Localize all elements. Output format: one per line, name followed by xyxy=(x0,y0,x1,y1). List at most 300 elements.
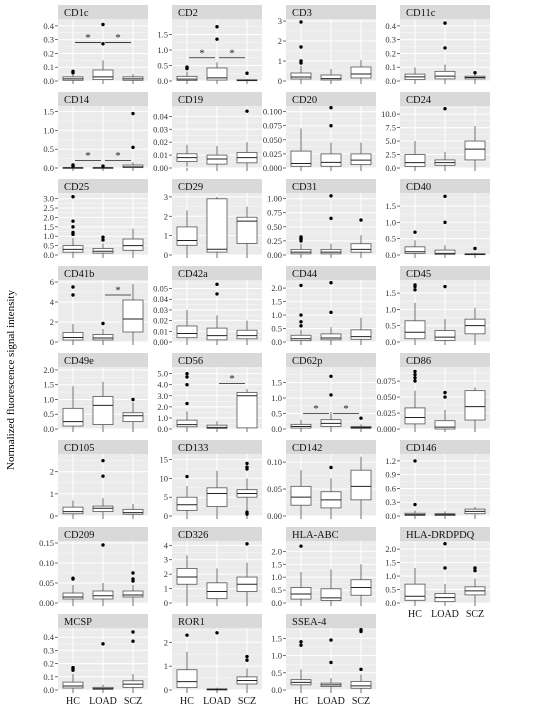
panel-ssea-4-tick-label: 1.5 xyxy=(271,633,282,644)
box-iqr xyxy=(405,408,425,424)
box-iqr xyxy=(207,583,227,599)
box-iqr xyxy=(123,509,143,514)
box-iqr xyxy=(291,588,311,600)
box-iqr xyxy=(351,244,371,252)
panel-cd49e-title: CD49e xyxy=(64,356,94,367)
panel-cd45-tick-label: 1.0 xyxy=(385,304,396,315)
panel-cd105-title: CD105 xyxy=(64,443,95,454)
panel-cd41b-tick-label: 4 xyxy=(49,297,54,307)
outlier-point xyxy=(71,163,74,166)
box-iqr xyxy=(237,330,257,339)
outlier-point xyxy=(413,288,416,291)
outlier-point xyxy=(101,642,104,645)
outlier-point xyxy=(71,666,74,669)
outlier-point xyxy=(413,379,416,382)
outlier-point xyxy=(329,217,332,220)
panel-cd24-tick-label: 0.0 xyxy=(385,163,396,173)
outlier-point xyxy=(299,59,302,62)
panel-hla-abc-tick-label: 0.0 xyxy=(271,598,282,608)
outlier-point xyxy=(215,283,218,286)
panel-cd146-tick-label: 0.0 xyxy=(385,511,396,521)
panel-cd20-tick-label: 0.050 xyxy=(262,134,282,145)
panel-cd42a xyxy=(153,266,262,347)
panel-ror1-title: ROR1 xyxy=(178,617,205,628)
panel-hla-abc-tick-label: 1.0 xyxy=(271,572,282,583)
panel-cd56-title: CD56 xyxy=(178,356,204,367)
panel-mcsp-tick-label: 0.0 xyxy=(43,685,54,695)
panel-cd133-tick-label: 10 xyxy=(159,473,168,484)
panel-cd326-tick-label: 2 xyxy=(163,569,168,580)
outlier-point xyxy=(443,21,446,24)
panel-cd209-tick-label: 0.15 xyxy=(39,538,54,548)
panel-cd105 xyxy=(50,440,148,521)
panel-cd14-title: CD14 xyxy=(64,95,90,106)
panel-cd25-tick-label: 0.5 xyxy=(43,240,54,251)
panel-cd40-tick-label: 0.0 xyxy=(385,250,396,260)
y-axis-label: Normalized fluorescence signal intensity xyxy=(5,290,17,470)
panel-cd2-tick-label: 1.0 xyxy=(157,45,168,55)
panel-cd2-tick-label: 0.0 xyxy=(157,76,168,86)
outlier-point xyxy=(131,146,134,149)
outlier-point xyxy=(215,292,218,295)
x-label-scz: SCZ xyxy=(237,696,257,707)
panel-hla-drdpdq-tick-label: 1.5 xyxy=(385,557,396,568)
panel-cd31-tick-label: 0.25 xyxy=(267,235,282,246)
panel-cd56 xyxy=(157,353,262,434)
panel-cd142-tick-label: 0.00 xyxy=(267,511,282,521)
panel-cd56-tick-label: 3.0 xyxy=(157,390,168,401)
outlier-point xyxy=(413,373,416,376)
box-iqr xyxy=(93,397,113,425)
panel-cd209-tick-label: 0.00 xyxy=(39,598,54,608)
outlier-point xyxy=(101,164,104,167)
panel-ssea-4-tick-label: 1.0 xyxy=(271,650,282,661)
box-iqr xyxy=(405,247,425,254)
panel-cd49e xyxy=(43,353,148,434)
panel-cd1c-sig-label: * xyxy=(115,31,121,44)
panel-cd49e-tick-label: 2.0 xyxy=(43,364,54,375)
panel-cd14-sig-label: * xyxy=(115,149,121,162)
outlier-point xyxy=(71,195,74,198)
panel-cd62p-title: CD62p xyxy=(292,356,323,367)
panel-cd105-tick-label: 2 xyxy=(49,466,54,477)
panel-cd62p-tick-label: 1.5 xyxy=(271,377,282,388)
panel-cd31-title: CD31 xyxy=(292,182,318,193)
box-iqr xyxy=(63,593,83,599)
box-iqr xyxy=(63,507,83,514)
box-iqr xyxy=(63,333,83,341)
panel-cd142 xyxy=(267,440,376,521)
panel-cd14-tick-label: 0.5 xyxy=(43,144,54,155)
panel-cd25 xyxy=(43,179,148,260)
panel-cd62p-tick-label: 0.5 xyxy=(271,408,282,419)
panel-cd24-title: CD24 xyxy=(406,95,432,106)
panel-cd56-tick-label: 0.0 xyxy=(157,424,168,434)
outlier-point xyxy=(329,466,332,469)
box-iqr xyxy=(351,67,371,78)
panel-cd86-tick-label: 0.000 xyxy=(376,424,396,434)
box-iqr xyxy=(291,249,311,254)
panel-cd3-title: CD3 xyxy=(292,8,312,19)
panel-cd29-title: CD29 xyxy=(178,182,204,193)
panel-cd41b xyxy=(50,266,148,347)
x-label-load: LOAD xyxy=(89,696,117,707)
panel-cd49e-tick-label: 1.0 xyxy=(43,394,54,405)
outlier-point xyxy=(131,577,134,580)
panel-cd44-tick-label: 0.0 xyxy=(271,337,282,347)
panel-cd14-tick-label: 1.5 xyxy=(43,106,54,117)
panel-cd42a-tick-label: 0.03 xyxy=(153,304,168,315)
box-iqr xyxy=(177,670,197,688)
panel-cd326 xyxy=(164,527,262,608)
panel-cd41b-tick-label: 0 xyxy=(49,337,54,347)
panel-cd133-tick-label: 15 xyxy=(159,454,168,465)
box-iqr xyxy=(177,76,197,80)
panel-cd326-tick-label: 1 xyxy=(163,583,168,594)
box-iqr xyxy=(207,328,227,340)
outlier-point xyxy=(101,459,104,462)
panel-cd1c-tick-label: 0.4 xyxy=(43,20,54,31)
panel-cd86-title: CD86 xyxy=(406,356,432,367)
panel-cd29-box-load xyxy=(207,197,227,255)
panel-cd62p xyxy=(271,353,376,434)
box-iqr xyxy=(63,408,83,426)
panel-cd2-tick-label: 0.5 xyxy=(157,60,168,71)
panel-cd19-title: CD19 xyxy=(178,95,204,106)
panel-cd86-tick-label: 0.025 xyxy=(376,408,396,419)
outlier-point xyxy=(71,285,74,288)
outlier-point xyxy=(473,247,476,250)
x-label-hc: HC xyxy=(408,609,422,620)
panel-cd1c-tick-label: 0.2 xyxy=(43,48,54,59)
panel-cd24-tick-label: 5.0 xyxy=(385,136,396,147)
x-label-load: LOAD xyxy=(203,696,231,707)
x-label-load: LOAD xyxy=(431,609,459,620)
panel-cd1c-tick-label: 0.1 xyxy=(43,62,54,73)
panel-cd40-title: CD40 xyxy=(406,182,432,193)
outlier-point xyxy=(185,65,188,68)
box-iqr xyxy=(93,335,113,341)
outlier-point xyxy=(443,107,446,110)
panel-cd2-tick-label: 1.5 xyxy=(157,29,168,40)
panel-cd133-tick-label: 0 xyxy=(163,511,168,521)
panel-mcsp-title: MCSP xyxy=(64,617,93,628)
panel-cd146-tick-label: 0.9 xyxy=(385,469,396,480)
outlier-point xyxy=(329,661,332,664)
panel-cd31-tick-label: 0.00 xyxy=(267,250,282,260)
x-label-scz: SCZ xyxy=(123,696,143,707)
box-iqr xyxy=(291,73,311,79)
outlier-point xyxy=(101,474,104,477)
panel-hla-drdpdq-title: HLA-DRDPDQ xyxy=(406,530,475,541)
panel-cd19-tick-label: 0.01 xyxy=(153,150,168,161)
panel-cd29-tick-label: 1 xyxy=(163,230,168,241)
panel-cd44-tick-label: 2.0 xyxy=(271,283,282,294)
box-iqr xyxy=(177,497,197,510)
outlier-point xyxy=(329,393,332,396)
panel-cd11c-tick-label: 0.3 xyxy=(385,34,396,45)
panel-cd3-tick-label: 1 xyxy=(277,56,282,66)
outlier-point xyxy=(413,376,416,379)
panel-cd20-tick-label: 0.075 xyxy=(262,120,282,131)
x-label-hc: HC xyxy=(294,696,308,707)
outlier-point xyxy=(443,566,446,569)
panel-cd25-tick-label: 1.0 xyxy=(43,231,54,242)
panel-cd45 xyxy=(385,266,490,347)
panel-cd14-tick-label: 1.0 xyxy=(43,125,54,136)
panel-cd11c-tick-label: 0.0 xyxy=(385,76,396,86)
panel-cd45-tick-label: 0.0 xyxy=(385,337,396,347)
panel-cd11c-title: CD11c xyxy=(406,8,436,19)
box-iqr xyxy=(351,330,371,339)
outlier-point xyxy=(185,475,188,478)
outlier-point xyxy=(245,655,248,658)
outlier-point xyxy=(413,230,416,233)
box-iqr xyxy=(63,682,83,688)
box-iqr xyxy=(291,486,311,505)
panel-cd20-tick-label: 0.100 xyxy=(262,106,282,117)
panel-ror1-tick-label: 2 xyxy=(163,637,168,648)
outlier-point xyxy=(299,45,302,48)
panel-cd56-sig-label: * xyxy=(229,373,235,386)
outlier-point xyxy=(443,195,446,198)
box-iqr xyxy=(465,319,485,334)
box-iqr xyxy=(207,199,227,252)
panel-cd142-tick-label: 0.10 xyxy=(267,457,282,468)
outlier-point xyxy=(245,462,248,465)
outlier-point xyxy=(413,370,416,373)
panel-ror1-tick-label: 1 xyxy=(163,661,168,672)
panel-cd29-tick-label: 3 xyxy=(163,191,168,202)
outlier-point xyxy=(473,71,476,74)
outlier-point xyxy=(413,503,416,506)
panel-cd133-tick-label: 5 xyxy=(163,492,168,503)
panel-cd1c-sig-label: * xyxy=(85,31,91,44)
panel-cd11c xyxy=(385,5,490,86)
box-iqr xyxy=(321,334,341,340)
panel-cd2-sig-label: * xyxy=(229,47,235,60)
panels-grid xyxy=(39,5,490,695)
outlier-point xyxy=(443,391,446,394)
box-iqr xyxy=(405,155,425,167)
panel-hla-drdpdq-tick-label: 2.0 xyxy=(385,544,396,555)
panel-cd40-tick-label: 1.0 xyxy=(385,217,396,228)
panel-cd44-tick-label: 1.5 xyxy=(271,296,282,307)
panel-cd14 xyxy=(43,92,148,173)
outlier-point xyxy=(413,459,416,462)
outlier-point xyxy=(245,465,248,468)
outlier-point xyxy=(71,231,74,234)
box-iqr xyxy=(177,227,197,245)
outlier-point xyxy=(131,112,134,115)
outlier-point xyxy=(185,372,188,375)
outlier-point xyxy=(299,544,302,547)
box-iqr xyxy=(93,506,113,512)
outlier-point xyxy=(245,511,248,514)
outlier-point xyxy=(329,638,332,641)
box-iqr xyxy=(351,681,371,688)
outlier-point xyxy=(443,221,446,224)
panel-hla-drdpdq-tick-label: 1.0 xyxy=(385,571,396,582)
outlier-point xyxy=(299,20,302,23)
x-label-hc: HC xyxy=(180,696,194,707)
outlier-point xyxy=(359,628,362,631)
panel-cd326-tick-label: 3 xyxy=(163,554,168,565)
panel-cd25-tick-label: 3.0 xyxy=(43,193,54,204)
outlier-point xyxy=(245,542,248,545)
outlier-point xyxy=(245,658,248,661)
panel-cd29 xyxy=(164,179,262,260)
box-iqr xyxy=(123,591,143,597)
panel-cd1c-title: CD1c xyxy=(64,8,89,19)
box-iqr xyxy=(465,391,485,420)
panel-cd40-tick-label: 0.5 xyxy=(385,233,396,244)
panel-cd24-tick-label: 10.0 xyxy=(381,109,396,120)
panel-cd1c-tick-label: 0.3 xyxy=(43,34,54,45)
panel-cd45-tick-label: 0.5 xyxy=(385,320,396,331)
box-iqr xyxy=(177,420,197,427)
box-iqr xyxy=(123,413,143,422)
outlier-point xyxy=(185,383,188,386)
panel-cd86-tick-label: 0.050 xyxy=(376,392,396,403)
panel-hla-drdpdq-tick-label: 0.5 xyxy=(385,584,396,595)
panel-cd19-tick-label: 0.00 xyxy=(153,163,168,173)
panel-cd45-title: CD45 xyxy=(406,269,432,280)
panel-cd14-sig-label: * xyxy=(85,149,91,162)
panel-cd2-sig-label: * xyxy=(199,47,205,60)
box-iqr xyxy=(93,70,113,80)
panel-cd105-tick-label: 0 xyxy=(49,511,54,521)
panel-cd24 xyxy=(381,92,490,173)
panel-cd56-tick-label: 4.0 xyxy=(157,379,168,390)
panel-cd62p-tick-label: 1.0 xyxy=(271,393,282,403)
outlier-point xyxy=(359,668,362,671)
panel-cd3-tick-label: 0 xyxy=(277,76,282,86)
outlier-point xyxy=(71,219,74,222)
panel-mcsp-tick-label: 0.3 xyxy=(43,645,54,656)
outlier-point xyxy=(299,284,302,287)
panel-cd1c xyxy=(43,5,148,86)
outlier-point xyxy=(299,644,302,647)
panel-cd44-tick-label: 1.0 xyxy=(271,310,282,321)
panel-cd56-box-scz xyxy=(237,389,257,429)
panel-cd86-tick-label: 0.075 xyxy=(376,376,396,387)
panel-mcsp xyxy=(43,614,148,695)
outlier-point xyxy=(443,395,446,398)
outlier-point xyxy=(359,416,362,419)
panel-ssea-4 xyxy=(271,614,376,695)
panel-cd24-tick-label: 2.5 xyxy=(385,149,396,160)
panel-cd142-tick-label: 0.05 xyxy=(267,484,282,495)
box-iqr xyxy=(123,300,143,332)
panel-cd2 xyxy=(157,5,262,86)
panel-ssea-4-tick-label: 0.0 xyxy=(271,685,282,695)
outlier-point xyxy=(101,543,104,546)
panel-cd29-tick-label: 0 xyxy=(163,250,168,260)
outlier-point xyxy=(443,46,446,49)
panel-cd49e-tick-label: 1.5 xyxy=(43,379,54,390)
box-iqr xyxy=(435,421,455,429)
outlier-point xyxy=(245,72,248,75)
panel-cd326-tick-label: 4 xyxy=(163,540,168,551)
box-iqr xyxy=(207,425,227,428)
panel-cd41b-tick-label: 6 xyxy=(49,277,54,287)
panel-cd14-tick-label: 0.0 xyxy=(43,163,54,173)
box-iqr xyxy=(435,71,455,79)
panel-cd42a-title: CD42a xyxy=(178,269,208,280)
outlier-point xyxy=(101,235,104,238)
panel-cd25-tick-label: 1.5 xyxy=(43,221,54,232)
panel-cd19-tick-label: 0.03 xyxy=(153,124,168,135)
panel-cd62p-tick-label: 0.0 xyxy=(271,424,282,434)
outlier-point xyxy=(245,109,248,112)
panel-cd44-tick-label: 0.5 xyxy=(271,323,282,334)
panel-mcsp-tick-label: 0.4 xyxy=(43,632,54,643)
outlier-point xyxy=(71,577,74,580)
box-iqr xyxy=(321,249,341,254)
box-iqr xyxy=(405,321,425,339)
outlier-point xyxy=(443,285,446,288)
panel-cd42a-tick-label: 0.04 xyxy=(153,294,168,305)
panel-cd29-tick-label: 2 xyxy=(163,211,168,222)
box-iqr xyxy=(351,154,371,165)
panel-cd25-title: CD25 xyxy=(64,182,90,193)
panel-mcsp-tick-label: 0.2 xyxy=(43,658,54,669)
panel-cd11c-tick-label: 0.4 xyxy=(385,20,396,31)
panel-cd31-tick-label: 0.50 xyxy=(267,221,282,232)
outlier-point xyxy=(185,633,188,636)
outlier-point xyxy=(443,542,446,545)
panel-cd41b-sig-label: * xyxy=(115,284,121,297)
outlier-point xyxy=(473,566,476,569)
panel-cd105-tick-label: 1 xyxy=(49,488,54,499)
x-label-scz: SCZ xyxy=(351,696,371,707)
panel-cd3 xyxy=(278,5,376,86)
box-iqr xyxy=(291,151,311,166)
panel-hla-abc-tick-label: 1.5 xyxy=(271,559,282,570)
panel-cd11c-tick-label: 0.1 xyxy=(385,62,396,73)
panel-cd209 xyxy=(39,527,148,608)
panel-cd49e-tick-label: 0.0 xyxy=(43,424,54,434)
box-iqr xyxy=(123,239,143,250)
outlier-point xyxy=(329,106,332,109)
box-iqr xyxy=(321,589,341,601)
box-iqr xyxy=(321,154,341,166)
panel-cd41b-tick-label: 2 xyxy=(49,317,54,327)
outlier-point xyxy=(131,571,134,574)
outlier-point xyxy=(101,322,104,325)
panel-cd19-tick-label: 0.04 xyxy=(153,111,168,122)
outlier-point xyxy=(215,37,218,40)
panel-cd44 xyxy=(271,266,376,347)
panel-cd25-tick-label: 2.5 xyxy=(43,203,54,214)
outlier-point xyxy=(215,25,218,28)
panel-cd45-tick-label: 1.5 xyxy=(385,288,396,299)
panel-cd146-title: CD146 xyxy=(406,443,437,454)
panel-cd3-tick-label: 2 xyxy=(277,36,282,46)
panel-cd42a-tick-label: 0.02 xyxy=(153,315,168,326)
box-iqr xyxy=(207,488,227,507)
panel-cd42a-tick-label: 0.00 xyxy=(153,337,168,347)
panel-ssea-4-title: SSEA-4 xyxy=(292,617,327,628)
box-iqr xyxy=(177,568,197,584)
panel-cd20-tick-label: 0.025 xyxy=(262,148,282,159)
box-iqr xyxy=(465,141,485,160)
box-iqr xyxy=(291,335,311,340)
panel-hla-abc xyxy=(271,527,376,608)
panel-cd1c-tick-label: 0.0 xyxy=(43,76,54,86)
panel-ror1-tick-label: 0 xyxy=(163,685,168,695)
